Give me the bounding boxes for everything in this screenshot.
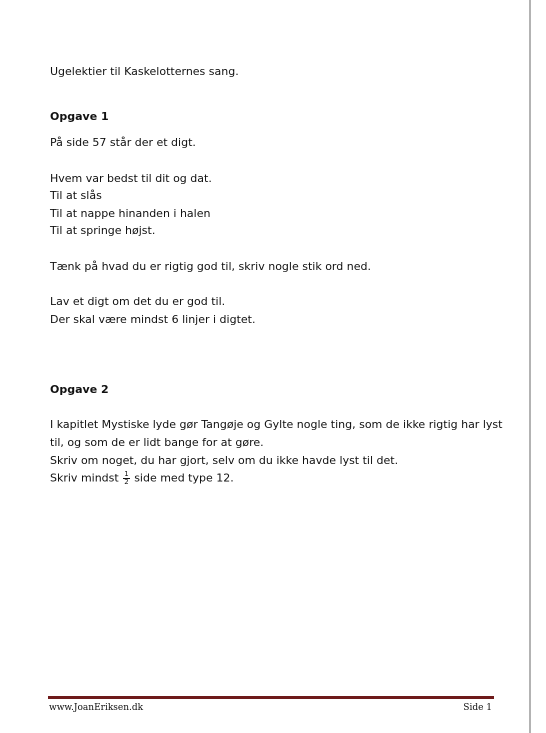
footer-page-number: Side 1 xyxy=(463,703,492,713)
task2-line: til, og som de er lidt bange for at gøre. xyxy=(50,436,264,449)
task2-line: Skriv om noget, du har gjort, selv om du ikke havde lyst til det. xyxy=(50,454,399,467)
task1-line: Tænk på hvad du er rigtig god til, skriv nogle stik ord ned. xyxy=(50,260,371,273)
footer-website: www.JoanEriksen.dk xyxy=(49,703,144,713)
task1-line: Der skal være mindst 6 linjer i digtet. xyxy=(50,313,256,326)
task1-line: Lav et digt om det du er god til. xyxy=(50,295,226,308)
task1-line: På side 57 står der et digt. xyxy=(50,136,196,149)
task2-last-line-start: Skriv mindst xyxy=(50,471,119,485)
task1-line: Hvem var bedst til dit og dat. xyxy=(50,172,212,185)
task1-line: Til at nappe hinanden i halen xyxy=(50,207,211,220)
document-title: Ugelektier til Kaskelotternes sang. xyxy=(50,65,239,78)
one-half-fraction xyxy=(123,471,129,486)
task1-line: Til at springe højst. xyxy=(50,224,156,237)
task1-heading: Opgave 1 xyxy=(50,110,109,123)
fraction-numerator: 1 xyxy=(124,470,129,478)
task2-last-line xyxy=(50,471,234,486)
fraction-denominator: 2 xyxy=(124,478,129,486)
task1-line: Til at slås xyxy=(50,189,102,202)
footer-rule xyxy=(48,696,494,699)
task2-heading: Opgave 2 xyxy=(50,383,109,396)
task2-line: I kapitlet Mystiske lyde gør Tangøje og Gylte nogle ting, som de ikke rigtig har lyst xyxy=(50,418,503,431)
task2-last-line-end: side med type 12. xyxy=(134,471,234,485)
page-margin xyxy=(531,0,546,733)
